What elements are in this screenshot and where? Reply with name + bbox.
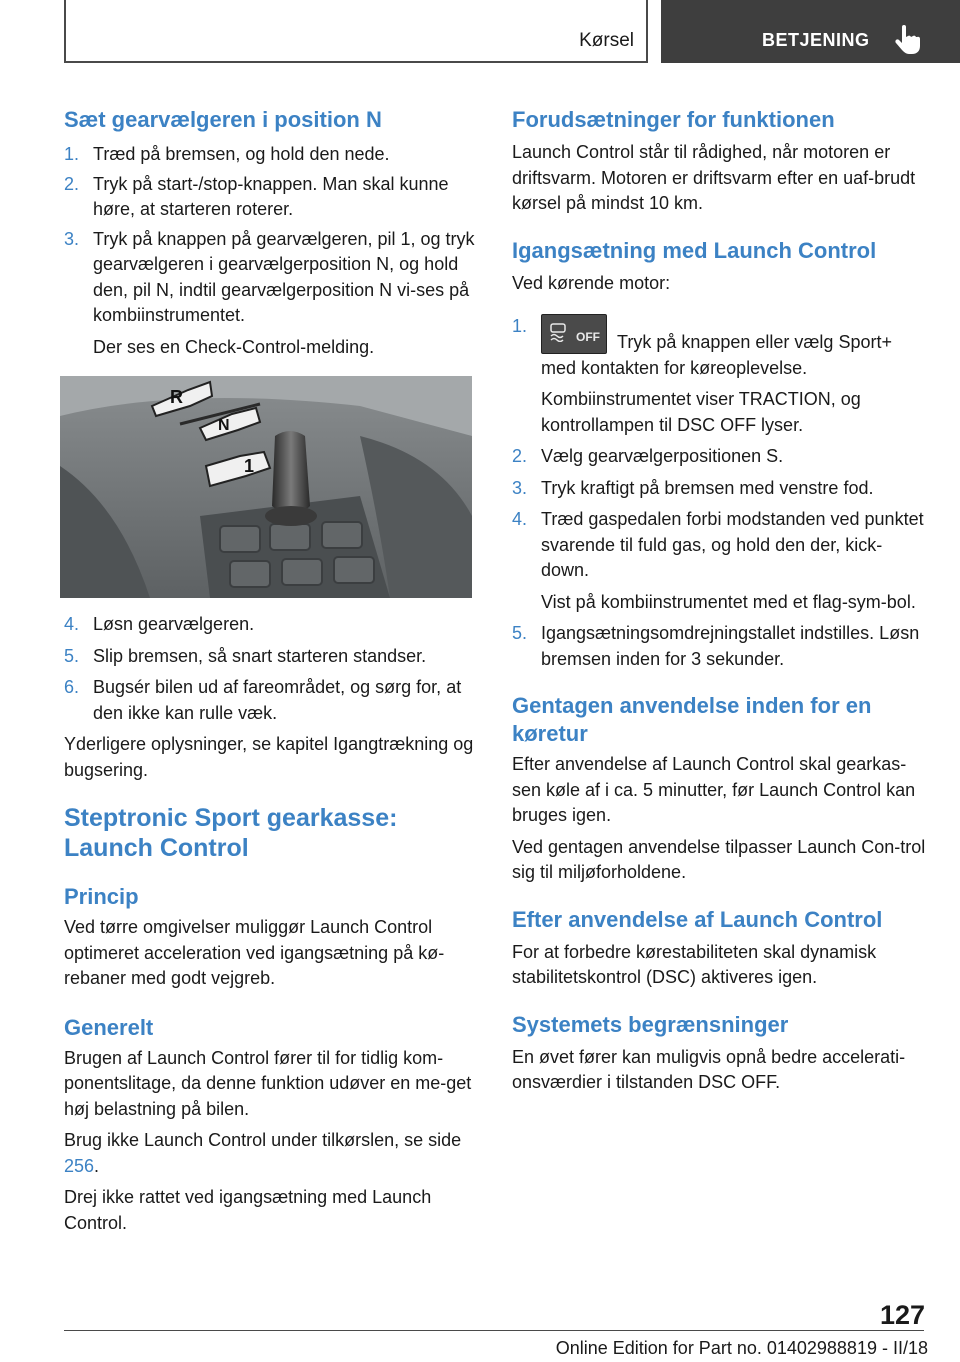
gentagen-text-2: Ved gentagen anvendelse tilpasser Launch Con-trol sig til miljøforholdene. — [512, 836, 926, 882]
heading-princip: Princip — [64, 884, 139, 909]
arrow-label-1: 1 — [244, 456, 255, 476]
generelt-text: Brugen af Launch Control fører til for tidlig kom-ponentslitage, da denne funktion udøver en me-get høj belastning på bilen. — [64, 1047, 472, 1119]
page-number: 127 — [880, 1300, 926, 1330]
forud-text: Launch Control står til rådighed, når motoren er driftsvarm. Motoren er driftsvarm efter en uaf-brudt kørsel på mindst 10 km. — [512, 142, 916, 213]
dsc-off-button-icon: OFF — [541, 314, 607, 354]
list-item: 2. Tryk på start-/stop-knappen. Man skal kunne høre, at starteren roterer. — [64, 173, 449, 219]
efter-text: For at forbedre kørestabiliteten skal dynamisk stabilitetskontrol (DSC) aktiveres igen. — [512, 941, 877, 987]
gentagen-text-1: Efter anvendelse af Launch Control skal gearkas-sen køle af i ca. 5 minutter, før Launch Control kan bruges igen. — [512, 754, 916, 825]
arrow-label-n: N — [218, 417, 230, 434]
drej-text: Drej ikke rattet ved igangsætning med Launch Control. — [64, 1187, 432, 1233]
footer-edition: Online Edition for Part no. 01402988819 - II/18 — [555, 1338, 928, 1358]
heading-efter-anvendelse: Efter anvendelse af Launch Control — [512, 906, 883, 932]
heading-gentagen: Gentagen anvendelse inden for en køretur — [512, 693, 872, 746]
list-item: 4. Træd gaspedalen forbi modstanden ved punktet svarende til fuld gas, og hold den der, kick-down. — [512, 509, 924, 580]
left-column — [64, 102, 476, 1236]
heading-gear-neutral: Sæt gearvælgeren i position N — [64, 107, 382, 132]
car-skid-icon — [548, 322, 568, 342]
step-note: Kombiinstrumentet viser TRACTION, og kontrollampen til DSC OFF lyser. — [541, 389, 861, 435]
gear-selector-photo — [60, 376, 472, 598]
list-item: 1. OFF Tryk på knappen eller vælg Sport+ med kontakten for køreoplevelse. — [512, 316, 892, 378]
chapter-title: BETJENING — [762, 30, 870, 50]
pointing-hand-icon — [893, 24, 921, 56]
steps-list-b — [64, 612, 476, 726]
header-section-box — [64, 0, 648, 63]
header-chapter-tab[interactable] — [661, 0, 960, 63]
section-title: Kørsel — [579, 30, 634, 51]
system-text: En øvet fører kan muligvis opnå bedre accelerati-onsværdier i tilstanden DSC OFF. — [512, 1046, 906, 1092]
list-item: 5. Slip bremsen, så snart starteren standser. — [64, 645, 427, 666]
list-item: 5. Igangsætningsomdrejningstallet indstilles. Løsn bremsen inden for 3 sekunder. — [512, 623, 920, 669]
step-note: Der ses en Check-Control-melding. — [93, 336, 375, 357]
list-item: 4. Løsn gearvælgeren. — [64, 614, 255, 634]
princip-text: Ved tørre omgivelser muliggør Launch Control optimeret acceleration ved igangsætning på kø-rebaner med godt vejgreb. — [64, 917, 445, 988]
list-item: 3. Tryk på knappen på gearvælgeren, pil 1, og tryk gearvælgeren i gearvælgerposition N, og hold den, pil N, indtil gearvælgerposition N vi-ses på kombiinstrumentet. — [64, 228, 475, 325]
brug-text: Brug ikke Launch Control under tilkørslen, se side 256. — [64, 1130, 462, 1176]
igang-intro: Ved kørende motor: — [512, 272, 671, 293]
arrow-label-r: R — [170, 387, 183, 407]
list-item: 1. Træd på bremsen, og hold den nede. — [64, 144, 390, 164]
heading-igangsaetning: Igangsætning med Launch Control — [512, 237, 877, 263]
heading-begraensninger: Systemets begrænsninger — [512, 1011, 789, 1037]
page-link[interactable]: 256 — [64, 1155, 95, 1176]
heading-steptronic: Steptronic Sport gearkasse: Launch Control — [64, 804, 398, 862]
list-item: 6. Bugsér bilen ud af fareområdet, og sørg for, at den ikke kan rulle væk. — [64, 677, 462, 723]
list-item: 3. Tryk kraftigt på bremsen med venstre fod. — [512, 477, 874, 498]
steps-list-a — [64, 142, 476, 360]
list-item: 2. Vælg gearvælgerpositionen S. — [512, 446, 784, 466]
heading-forudsaetninger: Forudsætninger for funktionen — [512, 107, 835, 132]
right-column — [512, 102, 928, 1096]
footer-divider — [64, 1330, 924, 1331]
heading-generelt: Generelt — [64, 1014, 154, 1040]
more-info-text: Yderligere oplysninger, se kapitel Igangtrækning og bugsering. — [64, 734, 474, 780]
step-note: Vist på kombiinstrumentet med et flag-sym-bol. — [541, 591, 916, 612]
